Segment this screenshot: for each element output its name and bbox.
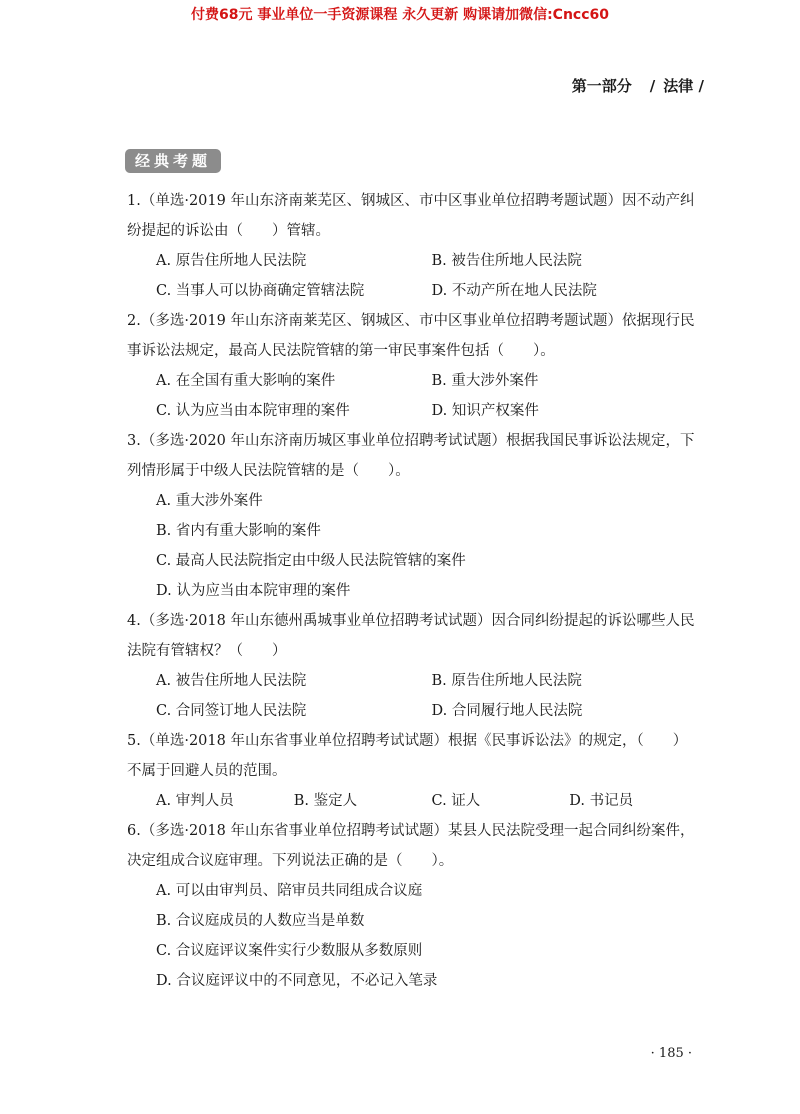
option-c: C. 证人 bbox=[431, 793, 481, 809]
option-d: D. 合同履行地人民法院 bbox=[431, 703, 583, 719]
option-a: A. 被告住所地人民法院 bbox=[156, 673, 307, 689]
option-row bbox=[127, 786, 707, 816]
option-row bbox=[127, 666, 707, 696]
question-stem-line: 列情形属于中级人民法院管辖的是（ ）。 bbox=[127, 463, 410, 479]
option-d: D. 合议庭评议中的不同意见，不必记入笔录 bbox=[156, 973, 438, 989]
question-5 bbox=[127, 726, 707, 816]
section-title: 经典考题 bbox=[125, 149, 221, 173]
option-b: B. 合议庭成员的人数应当是单数 bbox=[156, 913, 365, 929]
question-list bbox=[127, 186, 707, 996]
header-separator: / bbox=[649, 77, 656, 95]
option-row bbox=[127, 696, 707, 726]
question-stem-line: 1.（单选·2019 年山东济南莱芜区、钢城区、市中区事业单位招聘考题试题）因不动产纠 bbox=[127, 193, 695, 209]
option-c: C. 最高人民法院指定由中级人民法院管辖的案件 bbox=[156, 553, 466, 569]
option-a: A. 在全国有重大影响的案件 bbox=[156, 373, 336, 389]
option-c: C. 当事人可以协商确定管辖法院 bbox=[156, 283, 365, 299]
subject-label: 法律 bbox=[663, 77, 694, 95]
part-header bbox=[572, 75, 704, 96]
question-3 bbox=[127, 426, 707, 606]
header-separator-end: / bbox=[693, 77, 704, 95]
option-d: D. 认为应当由本院审理的案件 bbox=[156, 583, 351, 599]
option-row bbox=[127, 246, 707, 276]
question-6 bbox=[127, 816, 707, 996]
question-stem-line: 纷提起的诉讼由（ ）管辖。 bbox=[127, 223, 330, 239]
option-b: B. 鉴定人 bbox=[293, 793, 358, 809]
option-c: C. 合同签订地人民法院 bbox=[156, 703, 307, 719]
option-d: D. 书记员 bbox=[569, 793, 634, 809]
question-stem-line: 5.（单选·2018 年山东省事业单位招聘考试试题）根据《民事诉讼法》的规定，（ ） bbox=[127, 733, 688, 749]
question-2 bbox=[127, 306, 707, 426]
option-c: C. 认为应当由本院审理的案件 bbox=[156, 403, 350, 419]
question-4 bbox=[127, 606, 707, 726]
option-b: B. 重大涉外案件 bbox=[431, 373, 539, 389]
option-row bbox=[127, 276, 707, 306]
question-stem-line: 3.（多选·2020 年山东济南历城区事业单位招聘考试试题）根据我国民事诉讼法规定，下 bbox=[127, 433, 695, 449]
question-stem-line: 法院有管辖权？（ ） bbox=[127, 643, 287, 659]
option-c: C. 合议庭评议案件实行少数服从多数原则 bbox=[156, 943, 423, 959]
question-stem-line: 2.（多选·2019 年山东济南莱芜区、钢城区、市中区事业单位招聘考题试题）依据现行民 bbox=[127, 313, 695, 329]
promo-banner: 付费68元 事业单位一手资源课程 永久更新 购课请加微信:Cncc60 bbox=[190, 7, 610, 23]
question-stem-line: 4.（多选·2018 年山东德州禹城事业单位招聘考试试题）因合同纠纷提起的诉讼哪些人民 bbox=[127, 613, 695, 629]
question-stem-line: 决定组成合议庭审理。下列说法正确的是（ ）。 bbox=[127, 853, 454, 869]
option-a: A. 原告住所地人民法院 bbox=[156, 253, 307, 269]
option-b: B. 省内有重大影响的案件 bbox=[156, 523, 321, 539]
option-b: B. 被告住所地人民法院 bbox=[431, 253, 582, 269]
option-d: D. 知识产权案件 bbox=[431, 403, 539, 419]
option-row bbox=[127, 396, 707, 426]
option-b: B. 原告住所地人民法院 bbox=[431, 673, 582, 689]
option-d: D. 不动产所在地人民法院 bbox=[431, 283, 597, 299]
question-stem-line: 6.（多选·2018 年山东省事业单位招聘考试试题）某县人民法院受理一起合同纠纷案件， bbox=[127, 823, 695, 839]
question-1 bbox=[127, 186, 707, 306]
option-a: A. 审判人员 bbox=[156, 793, 234, 809]
question-stem-line: 事诉讼法规定，最高人民法院管辖的第一审民事案件包括（ ）。 bbox=[127, 343, 555, 359]
page-number: · 185 · bbox=[650, 1046, 692, 1061]
part-label: 第一部分 bbox=[571, 77, 632, 95]
question-stem-line: 不属于回避人员的范围。 bbox=[127, 763, 287, 779]
option-row bbox=[127, 366, 707, 396]
option-a: A. 可以由审判员、陪审员共同组成合议庭 bbox=[156, 883, 423, 899]
option-a: A. 重大涉外案件 bbox=[156, 493, 263, 509]
